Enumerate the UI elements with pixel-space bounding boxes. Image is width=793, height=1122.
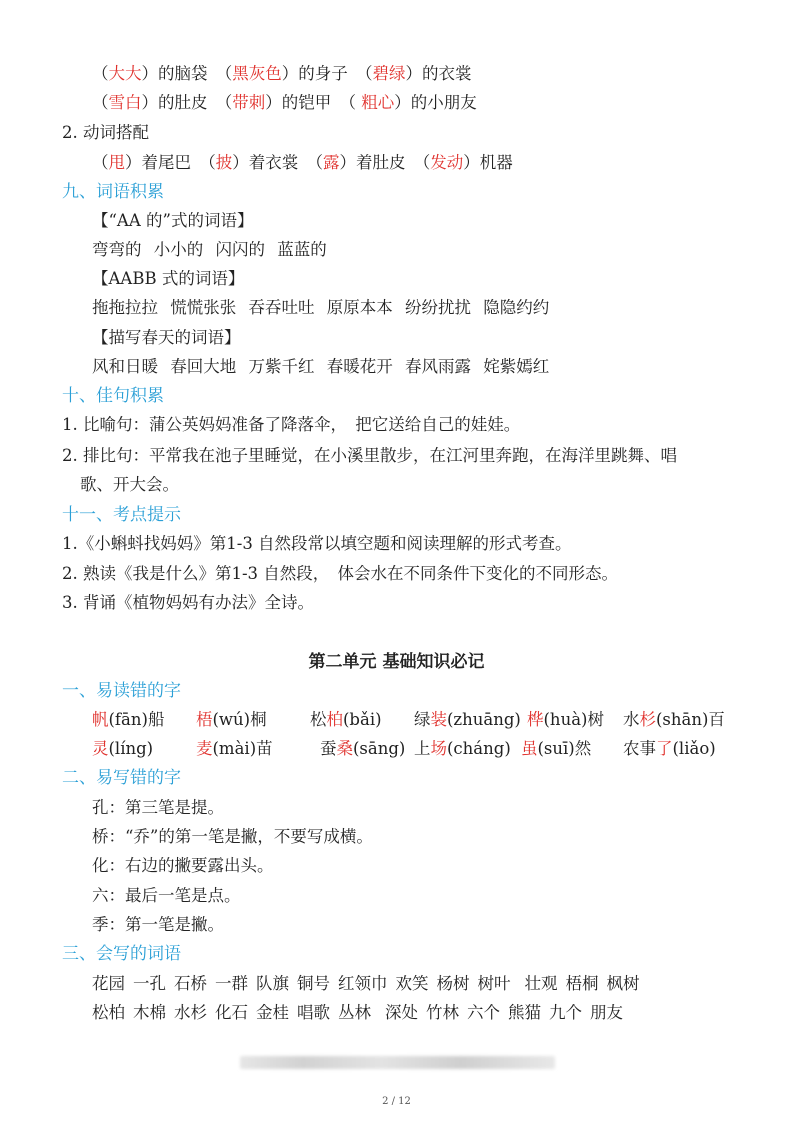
exam-tip: 2. 熟读《我是什么》第1-3 自然段， 体会水在不同条件下变化的不同形态。 bbox=[62, 564, 619, 583]
word: 吞吞吐吐 bbox=[248, 298, 315, 317]
phrase-text: ）机器 bbox=[463, 153, 513, 172]
sentence-parallel-cont: 歌、开大会。 bbox=[80, 475, 179, 494]
blurred-watermark bbox=[240, 1056, 555, 1069]
page-number: 2 / 12 bbox=[382, 1096, 411, 1107]
phrase-text: ）着肚皮 （ bbox=[339, 153, 431, 172]
pinyin-item bbox=[414, 709, 521, 731]
char: 农事 bbox=[623, 739, 656, 758]
answer-word: 黑灰色 bbox=[232, 64, 282, 83]
word: 红领巾 bbox=[338, 974, 388, 993]
pinyin-text: (liǎo) bbox=[672, 739, 716, 758]
stroke-tip: 孔：第三笔是提。 bbox=[92, 798, 224, 817]
word: 春暖花开 bbox=[326, 357, 393, 376]
char: 蚕 bbox=[320, 739, 337, 758]
pinyin-item bbox=[196, 709, 267, 731]
group-label: 【AABB 式的词语】 bbox=[92, 269, 245, 288]
word: 梧桐 bbox=[565, 974, 599, 993]
write-words-row-2 bbox=[92, 1002, 631, 1024]
highlight-char: 虽 bbox=[521, 739, 538, 758]
word: 松柏 bbox=[92, 1003, 125, 1022]
word: 弯弯的 bbox=[92, 240, 142, 259]
word: 杨树 bbox=[436, 974, 470, 993]
pinyin-text: (huà)树 bbox=[543, 710, 604, 729]
word: 欢笑 bbox=[395, 974, 429, 993]
word: 慌慌张张 bbox=[170, 298, 237, 317]
pinyin-item bbox=[196, 738, 273, 760]
highlight-char: 梧 bbox=[196, 710, 213, 729]
phrase-text: ）的肚皮 （ bbox=[141, 93, 233, 112]
word: 深处 bbox=[385, 1003, 418, 1022]
bracket-text: （ bbox=[92, 93, 109, 112]
word: 闪闪的 bbox=[215, 240, 265, 259]
verb-row bbox=[92, 152, 513, 174]
answer-word: 甩 bbox=[108, 153, 125, 172]
adj-row-1 bbox=[92, 63, 472, 85]
pinyin-item bbox=[320, 738, 405, 760]
section-heading-u1: 一、易读错的字 bbox=[62, 681, 181, 701]
char: 松 bbox=[310, 710, 327, 729]
word: 金桂 bbox=[256, 1003, 289, 1022]
verb-heading: 2. 动词搭配 bbox=[62, 123, 149, 142]
sentence-parallel: 2. 排比句：平常我在池子里睡觉，在小溪里散步，在江河里奔跑，在海洋里跳舞、唱 bbox=[62, 446, 677, 465]
pinyin-item bbox=[92, 709, 164, 731]
word: 丛林 bbox=[338, 1003, 371, 1022]
char: 上 bbox=[414, 739, 431, 758]
pinyin-item bbox=[414, 738, 511, 760]
section-heading-11: 十一、考点提示 bbox=[62, 505, 181, 525]
stroke-tip: 桥：“乔”的第一笔是撇，不要写成横。 bbox=[92, 827, 373, 846]
word: 队旗 bbox=[256, 974, 289, 993]
highlight-char: 桑 bbox=[336, 739, 353, 758]
word: 水杉 bbox=[174, 1003, 207, 1022]
word: 朋友 bbox=[590, 1003, 623, 1022]
word: 石桥 bbox=[174, 974, 207, 993]
group-label: 【描写春天的词语】 bbox=[92, 328, 241, 347]
group-label: 【“AA 的”式的词语】 bbox=[92, 211, 254, 230]
pinyin-item bbox=[521, 738, 591, 760]
word: 一孔 bbox=[133, 974, 166, 993]
word: 姹紫嫣红 bbox=[483, 357, 550, 376]
answer-word: 带刺 bbox=[232, 93, 266, 112]
word: 拖拖拉拉 bbox=[92, 298, 158, 317]
word: 树叶 bbox=[477, 974, 511, 993]
pinyin-text: (sāng) bbox=[353, 739, 406, 758]
bracket-text: （ bbox=[92, 64, 109, 83]
pinyin-item bbox=[623, 738, 716, 760]
pinyin-item bbox=[92, 738, 153, 760]
pinyin-text: (líng) bbox=[108, 739, 154, 758]
word: 原原本本 bbox=[326, 298, 393, 317]
stroke-tip: 化：右边的撇要露出头。 bbox=[92, 856, 274, 875]
unit-title: 第二单元 基础知识必记 bbox=[308, 652, 485, 672]
word: 小小的 bbox=[153, 240, 204, 259]
adj-row-2 bbox=[92, 92, 477, 114]
pinyin-item bbox=[310, 709, 382, 731]
phrase-text: ）的铠甲 （ bbox=[265, 93, 362, 112]
pinyin-text: (mài)苗 bbox=[212, 739, 273, 758]
stroke-tip: 六：最后一笔是点。 bbox=[92, 886, 241, 905]
stroke-tip: 季：第一笔是撇。 bbox=[92, 915, 224, 934]
word: 唱歌 bbox=[297, 1003, 330, 1022]
highlight-char: 了 bbox=[656, 739, 673, 758]
pinyin-text: (bǎi) bbox=[343, 710, 382, 729]
word: 木棉 bbox=[133, 1003, 166, 1022]
phrase-text: ）的身子 （ bbox=[281, 64, 373, 83]
word: 六个 bbox=[467, 1003, 500, 1022]
answer-word: 碧绿 bbox=[372, 64, 406, 83]
word: 一群 bbox=[215, 974, 248, 993]
answer-word: 大大 bbox=[108, 64, 142, 83]
phrase-text: ）着衣裳 （ bbox=[232, 153, 323, 172]
highlight-char: 麦 bbox=[196, 739, 213, 758]
section-heading-u3: 三、会写的词语 bbox=[62, 944, 181, 964]
word: 春回大地 bbox=[170, 357, 237, 376]
answer-word: 露 bbox=[323, 153, 340, 172]
answer-word: 披 bbox=[215, 153, 233, 172]
pinyin-text: (fān)船 bbox=[108, 710, 165, 729]
word: 竹林 bbox=[426, 1003, 459, 1022]
word: 铜号 bbox=[297, 974, 330, 993]
word: 花园 bbox=[92, 974, 125, 993]
word: 熊猫 bbox=[508, 1003, 541, 1022]
pinyin-text: (suī)然 bbox=[537, 739, 592, 758]
word: 蓝蓝的 bbox=[277, 240, 327, 259]
highlight-char: 柏 bbox=[326, 710, 343, 729]
exam-tip: 3. 背诵《植物妈妈有办法》全诗。 bbox=[62, 593, 314, 612]
highlight-char: 桦 bbox=[527, 710, 544, 729]
phrase-text: ）的衣裳 bbox=[405, 64, 472, 83]
word: 九个 bbox=[549, 1003, 582, 1022]
word-list-aa bbox=[92, 239, 334, 261]
pinyin-item bbox=[527, 709, 604, 731]
section-heading-10: 十、佳句积累 bbox=[62, 386, 164, 406]
word: 化石 bbox=[215, 1003, 248, 1022]
write-words-row-1 bbox=[92, 973, 648, 995]
answer-word: 雪白 bbox=[108, 93, 142, 112]
pinyin-text: (zhuāng) bbox=[447, 710, 521, 729]
word-list-aabb bbox=[92, 297, 556, 319]
word: 万紫千红 bbox=[248, 357, 315, 376]
answer-word: 发动 bbox=[430, 153, 464, 172]
char: 水 bbox=[623, 710, 640, 729]
exam-tip: 1.《小蝌蚪找妈妈》第1-3 自然段常以填空题和阅读理解的形式考查。 bbox=[62, 534, 572, 553]
phrase-text: ）着尾巴 （ bbox=[125, 153, 216, 172]
pinyin-text: (cháng) bbox=[447, 739, 511, 758]
phrase-text: ）的小朋友 bbox=[394, 93, 477, 112]
section-heading-9: 九、词语积累 bbox=[62, 182, 164, 202]
highlight-char: 场 bbox=[430, 739, 447, 758]
bracket-text: （ bbox=[92, 153, 109, 172]
highlight-char: 装 bbox=[430, 710, 447, 729]
sentence-metaphor: 1. 比喻句：蒲公英妈妈准备了降落伞， 把它送给自己的娃娃。 bbox=[62, 415, 521, 434]
section-heading-u2: 二、易写错的字 bbox=[62, 768, 181, 788]
word: 春风雨露 bbox=[405, 357, 471, 376]
word: 风和日暖 bbox=[92, 357, 158, 376]
pinyin-item bbox=[623, 709, 725, 731]
highlight-char: 杉 bbox=[639, 710, 656, 729]
highlight-char: 灵 bbox=[92, 739, 109, 758]
pinyin-text: (shān)百 bbox=[656, 710, 725, 729]
word: 壮观 bbox=[524, 974, 558, 993]
word-list-spring bbox=[92, 356, 556, 378]
char: 绿 bbox=[414, 710, 431, 729]
highlight-char: 帆 bbox=[92, 710, 109, 729]
word: 隐隐约约 bbox=[483, 298, 550, 317]
answer-word: 粗心 bbox=[361, 93, 395, 112]
pinyin-text: (wú)桐 bbox=[212, 710, 267, 729]
phrase-text: ）的脑袋 （ bbox=[141, 64, 233, 83]
word: 枫树 bbox=[606, 974, 640, 993]
word: 纷纷扰扰 bbox=[405, 298, 471, 317]
